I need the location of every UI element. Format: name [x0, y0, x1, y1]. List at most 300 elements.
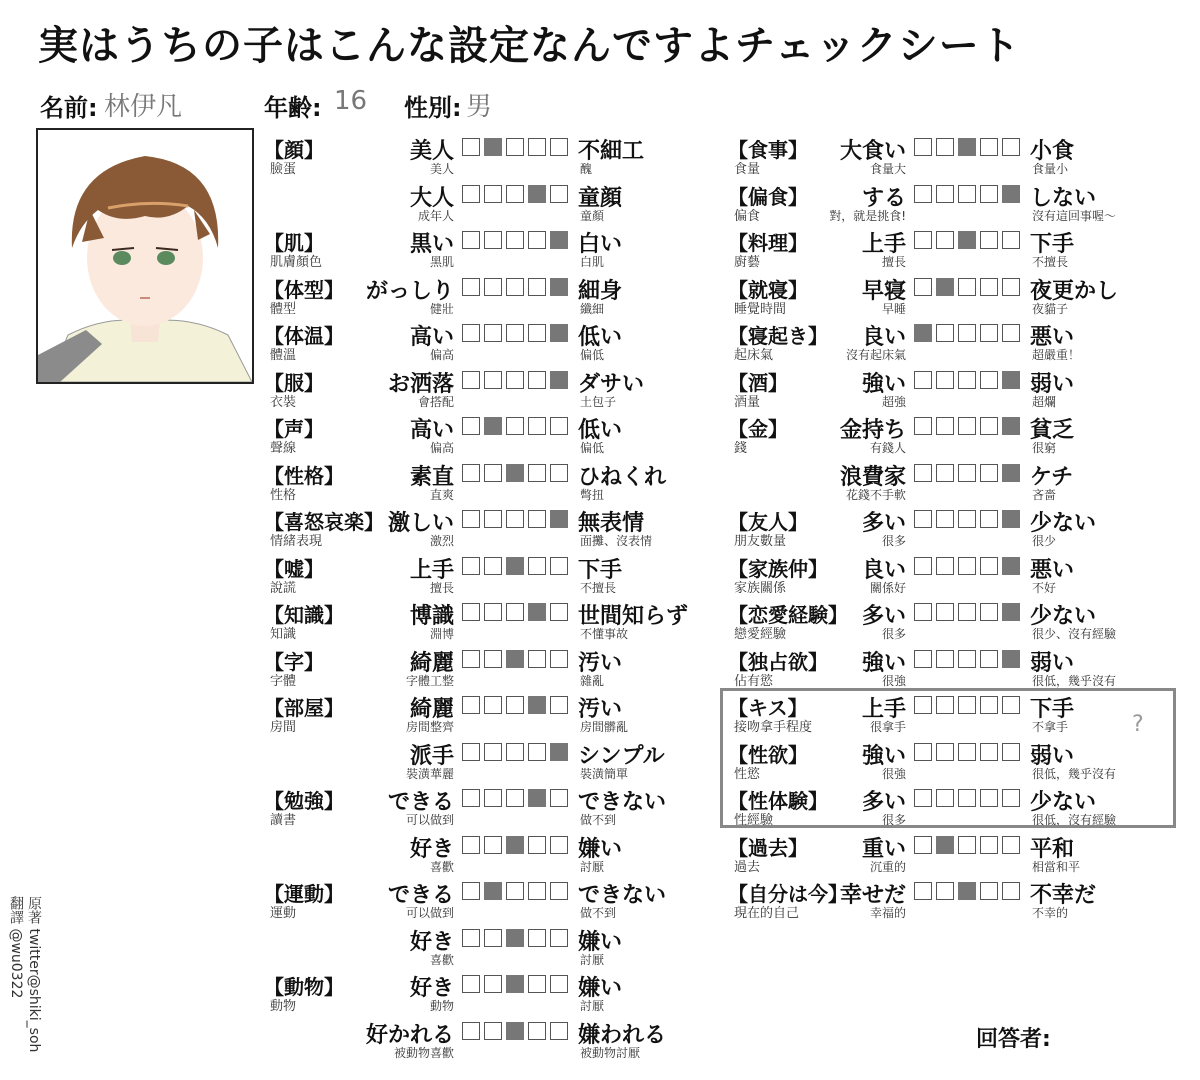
rating-scale [462, 929, 568, 947]
right-option-translation: 雜亂 [580, 673, 605, 688]
rating-box-empty[interactable] [550, 836, 568, 854]
rating-scale [914, 371, 1020, 389]
rating-box-empty[interactable] [980, 324, 998, 342]
category-translation: 過去 [734, 859, 761, 875]
rating-box-filled[interactable] [528, 603, 546, 621]
left-option-translation: 動物 [429, 999, 454, 1013]
rating-box-empty[interactable] [1002, 278, 1020, 296]
check-row [728, 834, 1178, 880]
right-option: 平和 [1030, 836, 1075, 862]
rating-box-empty[interactable] [980, 464, 998, 482]
rating-box-empty[interactable] [550, 185, 568, 203]
check-row [264, 462, 714, 508]
rating-box-filled[interactable] [958, 231, 976, 249]
rating-box-empty[interactable] [528, 836, 546, 854]
rating-box-empty[interactable] [550, 789, 568, 807]
rating-box-empty[interactable] [528, 417, 546, 435]
rating-box-filled[interactable] [528, 185, 546, 203]
rating-box-empty[interactable] [550, 929, 568, 947]
category-label: 【体型】 [264, 277, 344, 302]
rating-box-filled[interactable] [484, 138, 502, 156]
category-label: 【性体験】 [728, 789, 828, 813]
left-option-translation: 很強 [881, 673, 906, 688]
rating-box-empty[interactable] [914, 185, 932, 203]
right-option: 白い [578, 232, 623, 257]
rating-box-empty[interactable] [958, 836, 976, 854]
left-option: 素直 [409, 464, 454, 490]
rating-box-empty[interactable] [914, 836, 932, 854]
left-option-translation: 偏高 [429, 441, 454, 455]
category-translation: 性慾 [734, 766, 761, 782]
rating-box-empty[interactable] [936, 185, 954, 203]
rating-box-empty[interactable] [936, 603, 954, 621]
rating-box-empty[interactable] [462, 231, 480, 249]
rating-box-empty[interactable] [958, 324, 976, 342]
rating-box-empty[interactable] [1002, 324, 1020, 342]
rating-box-empty[interactable] [550, 138, 568, 156]
rating-box-empty[interactable] [980, 278, 998, 296]
rating-box-empty[interactable] [462, 743, 480, 761]
category-translation: 錢 [734, 441, 748, 456]
right-option-translation: 不幸的 [1032, 906, 1069, 920]
rating-box-filled[interactable] [506, 929, 524, 947]
rating-box-filled[interactable] [506, 836, 524, 854]
rating-box-empty[interactable] [958, 557, 976, 575]
rating-box-empty[interactable] [958, 603, 976, 621]
rating-box-empty[interactable] [936, 417, 954, 435]
check-row [728, 648, 1178, 694]
rating-box-empty[interactable] [506, 138, 524, 156]
rating-box-empty[interactable] [462, 510, 480, 528]
category-label: 【勉強】 [264, 789, 344, 813]
right-option-translation: 裝潢簡單 [580, 766, 629, 781]
left-option-translation: 擅長 [429, 580, 454, 595]
rating-box-empty[interactable] [550, 975, 568, 993]
left-option: 高い [409, 325, 454, 350]
rating-box-empty[interactable] [528, 650, 546, 668]
rating-box-empty[interactable] [462, 138, 480, 156]
rating-box-empty[interactable] [528, 464, 546, 482]
category-translation: 接吻拿手程度 [734, 720, 813, 735]
rating-box-empty[interactable] [484, 231, 502, 249]
left-option: 上手 [861, 697, 906, 722]
rating-box-empty[interactable] [958, 185, 976, 203]
left-option: 好き [409, 976, 454, 1001]
right-option: 弱い [1030, 743, 1075, 769]
check-row [264, 880, 714, 926]
rating-box-empty[interactable] [484, 603, 502, 621]
rating-scale [914, 603, 1020, 621]
rating-box-filled[interactable] [550, 743, 568, 761]
rating-box-empty[interactable] [506, 371, 524, 389]
rating-box-empty[interactable] [936, 371, 954, 389]
rating-box-empty[interactable] [914, 882, 932, 900]
rating-box-empty[interactable] [462, 603, 480, 621]
rating-box-empty[interactable] [980, 417, 998, 435]
rating-box-filled[interactable] [550, 510, 568, 528]
rating-box-filled[interactable] [506, 557, 524, 575]
rating-box-empty[interactable] [462, 185, 480, 203]
rating-box-empty[interactable] [550, 1022, 568, 1040]
rating-box-empty[interactable] [550, 417, 568, 435]
name-label: 名前: [40, 94, 98, 122]
left-option: 好かれる [365, 1022, 454, 1048]
rating-box-empty[interactable] [1002, 882, 1020, 900]
rating-box-empty[interactable] [484, 464, 502, 482]
check-row [728, 508, 1178, 554]
rating-box-empty[interactable] [914, 278, 932, 296]
left-option: 高い [409, 418, 454, 443]
rating-box-empty[interactable] [462, 696, 480, 714]
rating-box-empty[interactable] [958, 278, 976, 296]
rating-box-filled[interactable] [506, 650, 524, 668]
category-label: 【自分は今】 [728, 882, 848, 906]
rating-box-empty[interactable] [506, 231, 524, 249]
category-translation: 說謊 [270, 580, 297, 596]
rating-scale [914, 278, 1020, 296]
rating-box-filled[interactable] [936, 836, 954, 854]
rating-box-empty[interactable] [528, 231, 546, 249]
rating-box-empty[interactable] [550, 603, 568, 621]
rating-box-empty[interactable] [484, 371, 502, 389]
rating-box-empty[interactable] [914, 603, 932, 621]
character-portrait [36, 128, 254, 384]
rating-box-filled[interactable] [550, 371, 568, 389]
rating-box-empty[interactable] [528, 510, 546, 528]
left-option-translation: 淵博 [429, 627, 454, 641]
rating-box-empty[interactable] [914, 557, 932, 575]
rating-box-empty[interactable] [462, 789, 480, 807]
rating-box-empty[interactable] [484, 929, 502, 947]
rating-box-empty[interactable] [484, 1022, 502, 1040]
rating-box-empty[interactable] [914, 231, 932, 249]
left-option-translation: 字體工整 [405, 673, 454, 688]
left-option: 好き [409, 836, 454, 862]
age-value: 16 [334, 86, 368, 116]
rating-box-empty[interactable] [528, 929, 546, 947]
right-option: 嫌い [578, 976, 623, 1001]
left-option: できる [387, 883, 454, 908]
rating-box-empty[interactable] [462, 324, 480, 342]
rating-box-filled[interactable] [1002, 464, 1020, 482]
left-option: 好き [409, 929, 454, 955]
left-option: 重い [861, 836, 906, 862]
category-label: 【料理】 [728, 231, 808, 255]
rating-box-empty[interactable] [958, 371, 976, 389]
left-option-translation: 偏高 [429, 348, 454, 362]
rating-scale [914, 185, 1020, 203]
rating-box-filled[interactable] [550, 231, 568, 249]
rating-box-empty[interactable] [936, 464, 954, 482]
rating-box-empty[interactable] [914, 138, 932, 156]
rating-box-empty[interactable] [980, 231, 998, 249]
rating-box-empty[interactable] [550, 464, 568, 482]
rating-box-empty[interactable] [462, 417, 480, 435]
rating-box-empty[interactable] [484, 975, 502, 993]
left-option: 綺麗 [409, 650, 454, 676]
right-option-translation: 夜貓子 [1032, 301, 1069, 316]
character-illustration [38, 130, 252, 382]
rating-box-empty[interactable] [506, 417, 524, 435]
check-row [264, 601, 714, 647]
category-translation: 偏食 [734, 208, 761, 224]
check-row [728, 229, 1178, 275]
rating-box-empty[interactable] [528, 882, 546, 900]
check-row [264, 927, 714, 973]
right-option: 悪い [1030, 557, 1075, 583]
rating-box-empty[interactable] [980, 836, 998, 854]
right-option: 少ない [1030, 604, 1097, 629]
rating-box-filled[interactable] [550, 324, 568, 342]
rating-box-empty[interactable] [980, 882, 998, 900]
rating-box-empty[interactable] [958, 417, 976, 435]
rating-box-empty[interactable] [980, 603, 998, 621]
rating-box-empty[interactable] [462, 929, 480, 947]
right-option: シンプル [578, 743, 665, 769]
category-label: 【字】 [264, 649, 324, 674]
rating-box-empty[interactable] [462, 557, 480, 575]
rating-box-empty[interactable] [936, 882, 954, 900]
category-label: 【恋愛経験】 [728, 603, 848, 627]
rating-box-empty[interactable] [484, 650, 502, 668]
rating-box-empty[interactable] [506, 882, 524, 900]
rating-box-filled[interactable] [1002, 417, 1020, 435]
category-label: 【性格】 [264, 463, 344, 488]
rating-box-filled[interactable] [506, 1022, 524, 1040]
rating-box-empty[interactable] [462, 371, 480, 389]
right-option-translation: 討厭 [580, 859, 605, 874]
rating-box-empty[interactable] [550, 882, 568, 900]
right-option: 世間知らず [578, 604, 689, 629]
rating-box-empty[interactable] [484, 324, 502, 342]
rating-box-empty[interactable] [506, 278, 524, 296]
left-option-translation: 成年人 [417, 208, 454, 223]
rating-box-filled[interactable] [1002, 185, 1020, 203]
rating-box-empty[interactable] [980, 510, 998, 528]
right-option-translation: 房間髒亂 [580, 720, 629, 734]
rating-box-empty[interactable] [936, 510, 954, 528]
rating-box-filled[interactable] [506, 464, 524, 482]
left-option: 浪費家 [839, 464, 906, 490]
rating-box-empty[interactable] [914, 650, 932, 668]
right-option: 低い [578, 418, 623, 443]
left-option-translation: 有錢人 [869, 441, 906, 455]
check-row [728, 183, 1178, 229]
rating-box-empty[interactable] [506, 603, 524, 621]
rating-box-empty[interactable] [980, 557, 998, 575]
rating-box-empty[interactable] [528, 1022, 546, 1040]
rating-box-empty[interactable] [1002, 231, 1020, 249]
check-row [728, 601, 1178, 647]
check-row [728, 322, 1178, 368]
rating-scale [914, 138, 1020, 156]
rating-scale [462, 371, 568, 389]
right-option: 悪い [1030, 325, 1075, 350]
category-label: 【独占欲】 [728, 649, 828, 674]
rating-box-filled[interactable] [1002, 650, 1020, 668]
left-option-translation: 超強 [881, 394, 906, 409]
right-option: しない [1030, 185, 1097, 211]
rating-box-empty[interactable] [506, 789, 524, 807]
right-option: 少ない [1030, 511, 1097, 536]
right-option: 小食 [1030, 139, 1075, 164]
rating-box-empty[interactable] [914, 417, 932, 435]
rating-box-filled[interactable] [484, 882, 502, 900]
rating-box-empty[interactable] [936, 231, 954, 249]
category-translation: 體型 [270, 301, 297, 317]
check-row [264, 415, 714, 461]
right-option: 低い [578, 325, 623, 350]
rating-box-empty[interactable] [484, 278, 502, 296]
left-option-translation: 花錢不手軟 [845, 487, 906, 502]
rating-box-empty[interactable] [1002, 836, 1020, 854]
left-option-translation: 裝潢華麗 [405, 766, 454, 781]
left-option: 強い [861, 743, 906, 769]
left-option-translation: 可以做到 [405, 906, 454, 920]
rating-scale [462, 231, 568, 249]
rating-box-filled[interactable] [958, 138, 976, 156]
check-row [264, 183, 714, 229]
check-row [264, 834, 714, 880]
rating-box-filled[interactable] [1002, 371, 1020, 389]
right-option: できない [578, 883, 667, 908]
rating-box-empty[interactable] [914, 510, 932, 528]
rating-box-empty[interactable] [958, 464, 976, 482]
rating-box-empty[interactable] [550, 557, 568, 575]
rating-box-empty[interactable] [550, 696, 568, 714]
rating-box-empty[interactable] [484, 557, 502, 575]
right-option-translation: 做不到 [580, 906, 617, 920]
credit-translation: 翻譯 @wu0322 [8, 896, 24, 999]
rating-scale [462, 975, 568, 993]
rating-box-empty[interactable] [528, 371, 546, 389]
rating-box-empty[interactable] [936, 324, 954, 342]
rating-box-empty[interactable] [462, 1022, 480, 1040]
check-row [728, 415, 1178, 461]
rating-box-empty[interactable] [936, 138, 954, 156]
rating-box-empty[interactable] [914, 371, 932, 389]
rating-box-empty[interactable] [936, 557, 954, 575]
rating-box-empty[interactable] [506, 743, 524, 761]
category-translation: 房間 [270, 720, 297, 735]
left-option-translation: 很多 [881, 627, 906, 641]
left-option: 早寝 [861, 278, 906, 304]
rating-box-empty[interactable] [958, 510, 976, 528]
rating-box-empty[interactable] [958, 650, 976, 668]
rating-box-filled[interactable] [484, 417, 502, 435]
left-option-translation: 喜歡 [429, 859, 454, 874]
credit-original: 原著 twitter@shiki_soh [26, 896, 42, 1053]
left-option-translation: 美人 [429, 162, 454, 176]
rating-scale [914, 324, 1020, 342]
rating-box-empty[interactable] [528, 278, 546, 296]
right-option: ケチ [1030, 464, 1074, 490]
rating-box-empty[interactable] [484, 836, 502, 854]
category-label: 【食事】 [728, 138, 808, 162]
rating-box-empty[interactable] [980, 138, 998, 156]
left-option-translation: 很強 [881, 766, 906, 781]
rating-box-empty[interactable] [506, 185, 524, 203]
category-label: 【酒】 [728, 370, 788, 395]
rating-box-empty[interactable] [462, 650, 480, 668]
check-row [264, 694, 714, 740]
right-option: 不細工 [578, 139, 645, 164]
rating-box-filled[interactable] [1002, 510, 1020, 528]
category-label: 【金】 [728, 417, 788, 441]
rating-box-empty[interactable] [1002, 138, 1020, 156]
rating-box-empty[interactable] [528, 743, 546, 761]
rating-box-filled[interactable] [528, 789, 546, 807]
rating-box-empty[interactable] [462, 975, 480, 993]
rating-box-empty[interactable] [484, 743, 502, 761]
rating-box-empty[interactable] [528, 138, 546, 156]
rating-box-filled[interactable] [936, 278, 954, 296]
rating-box-empty[interactable] [462, 278, 480, 296]
rating-scale [462, 696, 568, 714]
rating-box-filled[interactable] [506, 975, 524, 993]
category-translation: 體溫 [270, 348, 297, 363]
rating-box-empty[interactable] [550, 650, 568, 668]
rating-box-filled[interactable] [550, 278, 568, 296]
rating-box-empty[interactable] [528, 557, 546, 575]
rating-box-empty[interactable] [980, 371, 998, 389]
rating-box-filled[interactable] [958, 882, 976, 900]
rating-scale [462, 836, 568, 854]
rating-scale [914, 557, 1020, 575]
name-value: 林伊凡 [104, 92, 183, 122]
rating-box-empty[interactable] [484, 696, 502, 714]
rating-box-empty[interactable] [506, 324, 524, 342]
rating-box-empty[interactable] [980, 185, 998, 203]
right-option: 弱い [1030, 371, 1075, 397]
category-translation: 性格 [270, 487, 297, 503]
left-option-translation: 房間整齊 [405, 720, 454, 734]
rating-box-empty[interactable] [462, 836, 480, 854]
category-translation: 戀愛經驗 [734, 627, 787, 642]
rating-box-empty[interactable] [484, 510, 502, 528]
left-option: できる [387, 790, 454, 815]
rating-box-empty[interactable] [462, 464, 480, 482]
right-option: ダサい [578, 371, 645, 397]
right-option-translation: 面攤、沒表情 [580, 534, 653, 548]
rating-box-filled[interactable] [528, 696, 546, 714]
category-label: 【顔】 [264, 138, 324, 162]
rating-box-filled[interactable] [1002, 557, 1020, 575]
rating-box-empty[interactable] [528, 324, 546, 342]
rating-box-empty[interactable] [936, 650, 954, 668]
right-option-translation: 超嚴重！ [1032, 348, 1081, 362]
rating-box-empty[interactable] [484, 185, 502, 203]
rating-scale [462, 138, 568, 156]
right-option-translation: 吝嗇 [1032, 487, 1057, 502]
rating-box-empty[interactable] [506, 696, 524, 714]
rating-box-empty[interactable] [506, 510, 524, 528]
left-option: 幸せだ [839, 883, 906, 908]
category-translation: 性經驗 [734, 813, 774, 828]
rating-box-empty[interactable] [980, 650, 998, 668]
category-translation: 睡覺時間 [734, 301, 787, 317]
left-option: 多い [861, 790, 906, 815]
rating-box-filled[interactable] [1002, 603, 1020, 621]
rating-box-empty[interactable] [528, 975, 546, 993]
rating-box-empty[interactable] [914, 464, 932, 482]
left-option: 強い [861, 371, 906, 397]
rating-box-empty[interactable] [484, 789, 502, 807]
rating-box-empty[interactable] [462, 882, 480, 900]
check-row [264, 369, 714, 415]
rating-box-filled[interactable] [914, 324, 932, 342]
sheet-title: 実はうちの子はこんな設定なんですよチェックシート [38, 23, 1021, 69]
